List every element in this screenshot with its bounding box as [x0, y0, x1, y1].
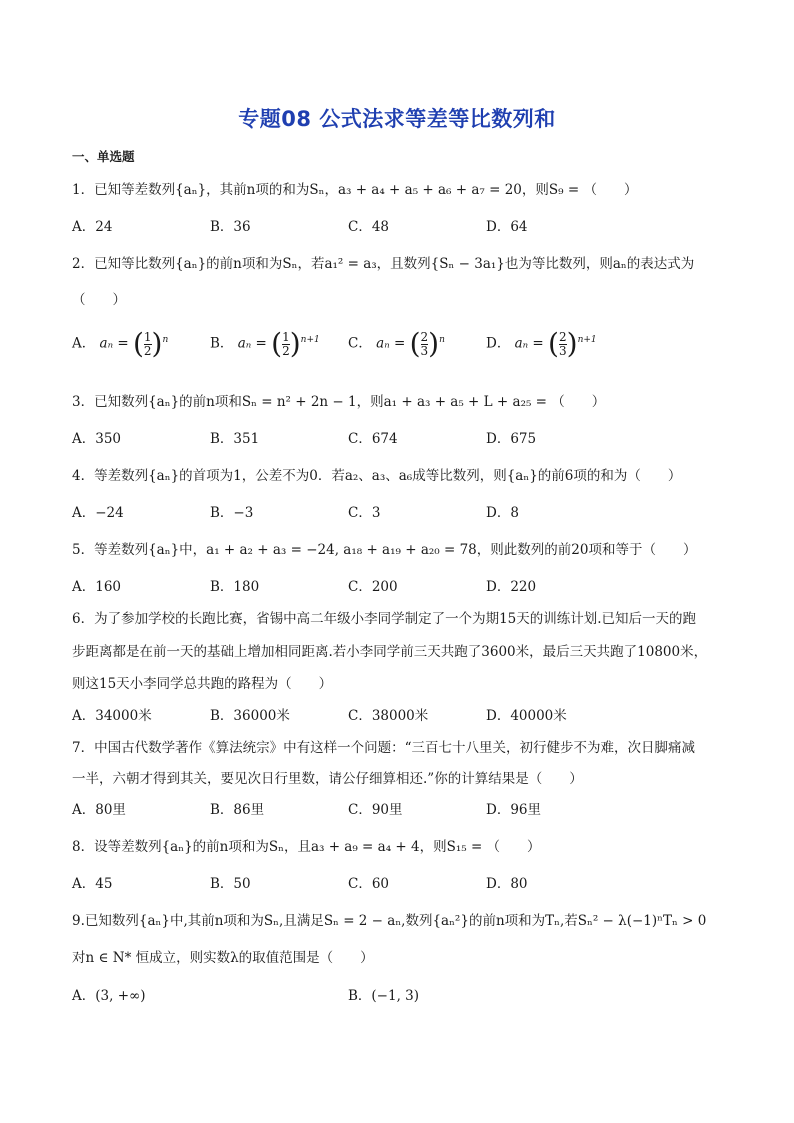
- q3-option-a[interactable]: A．350: [72, 431, 122, 447]
- q5-option-c[interactable]: C．200: [348, 579, 398, 595]
- question-1-stem: 1．已知等差数列{aₙ}，其前n项的和为Sₙ，a₃ + a₄ + a₅ + a₆ + a₇ = 20，则S₉ = （ ）: [72, 182, 638, 198]
- right-paren: ): [566, 327, 578, 360]
- denominator: 2: [282, 343, 290, 358]
- q4-option-c[interactable]: C．3: [348, 505, 381, 521]
- question-3-stem: 3．已知数列{aₙ}的前n项和Sₙ = n² + 2n − 1，则a₁ + a₃ + a₅ + L + a₂₅ = （ ）: [72, 394, 606, 410]
- q5-option-a[interactable]: A．160: [72, 579, 122, 595]
- q4-option-a[interactable]: A．−24: [72, 505, 124, 521]
- q9-option-a[interactable]: A．(3, +∞): [72, 988, 146, 1004]
- numerator: 1: [282, 329, 290, 344]
- q3-option-b[interactable]: B．351: [210, 431, 260, 447]
- question-6-stem-cont: 步距离都是在前一天的基础上增加相同距离.若小李同学前三天共跑了3600米，最后三天共跑了10800米，: [72, 644, 708, 660]
- fraction: [282, 331, 290, 358]
- question-8-stem: 8．设等差数列{aₙ}的前n项和为Sₙ，且a₃ + a₉ = a₄ + 4，则S₁₅ = （ ）: [72, 839, 541, 855]
- option-label: C．: [348, 335, 372, 352]
- left-paren: (: [409, 327, 421, 360]
- left-paren: (: [548, 327, 559, 360]
- q8-option-c[interactable]: C．60: [348, 876, 390, 892]
- q2-option-a[interactable]: [72, 327, 169, 360]
- question-7-stem-cont: 一半，六朝才得到其关，要见次日行里数，请公仔细算相还.”你的计算结果是（ ）: [72, 771, 583, 787]
- right-paren: ): [151, 327, 163, 360]
- q1-option-c[interactable]: C．48: [348, 219, 390, 235]
- question-5-stem: 5．等差数列{aₙ}中，a₁ + a₂ + a₃ = −24, a₁₈ + a₁₉ + a₂₀ = 78，则此数列的前20项和等于（ ）: [72, 542, 697, 558]
- denominator: 3: [420, 343, 429, 358]
- right-paren: ): [289, 327, 301, 360]
- page-title: 专题08 公式法求等差等比数列和: [238, 107, 556, 131]
- option-lhs: aₙ =: [237, 335, 267, 352]
- q3-option-c[interactable]: C．674: [348, 431, 398, 447]
- q7-option-b[interactable]: B．86里: [210, 802, 265, 818]
- exponent: n: [439, 335, 445, 345]
- q2-option-b[interactable]: [210, 327, 320, 360]
- exponent: n+1: [300, 335, 320, 345]
- option-lhs: aₙ =: [514, 335, 544, 352]
- exponent: n+1: [577, 335, 597, 345]
- q1-option-b[interactable]: B．36: [210, 219, 251, 235]
- q6-option-c[interactable]: C．38000米: [348, 708, 429, 724]
- section-heading: 一、单选题: [72, 149, 135, 164]
- q8-option-d[interactable]: D．80: [486, 876, 528, 892]
- q2-option-c[interactable]: [348, 327, 445, 360]
- fraction: [421, 331, 429, 358]
- question-2-stem: 2．已知等比数列{aₙ}的前n项和为Sₙ，若a₁² = a₃，且数列{Sₙ − 3a₁}也为等比数列，则aₙ的表达式为: [72, 256, 695, 272]
- fraction: [559, 331, 567, 358]
- q1-option-d[interactable]: D．64: [486, 219, 528, 235]
- q2-option-d[interactable]: [486, 327, 597, 360]
- q7-option-c[interactable]: C．90里: [348, 802, 403, 818]
- option-lhs: aₙ =: [376, 335, 406, 352]
- q4-option-b[interactable]: B．−3: [210, 505, 254, 521]
- numerator: 2: [558, 329, 567, 344]
- question-9-stem-cont: 对n ∈ N* 恒成立，则实数λ的取值范围是（ ）: [72, 950, 374, 966]
- q5-option-b[interactable]: B．180: [210, 579, 260, 595]
- denominator: 3: [558, 343, 567, 358]
- option-label: D．: [486, 335, 511, 352]
- q6-option-a[interactable]: A．34000米: [72, 708, 152, 724]
- fraction: [144, 331, 152, 358]
- right-paren: ): [428, 327, 440, 360]
- option-lhs: aₙ =: [99, 335, 129, 352]
- q6-option-d[interactable]: D．40000米: [486, 708, 567, 724]
- q9-option-b[interactable]: B．(−1, 3): [348, 988, 420, 1004]
- q1-option-a[interactable]: A．24: [72, 219, 113, 235]
- question-6-stem-cont-2: 则这15天小李同学总共跑的路程为（ ）: [72, 676, 333, 692]
- q4-option-d[interactable]: D．8: [486, 505, 519, 521]
- question-6-stem: 6．为了参加学校的长跑比赛，省锡中高二年级小李同学制定了一个为期15天的训练计划.已知后一天的跑: [72, 611, 697, 627]
- option-label: A．: [72, 335, 96, 352]
- q6-option-b[interactable]: B．36000米: [210, 708, 290, 724]
- question-7-stem: 7．中国古代数学著作《算法统宗》中有这样一个问题：“三百七十八里关，初行健步不为难，次日脚痛减: [72, 740, 695, 756]
- q8-option-a[interactable]: A．45: [72, 876, 113, 892]
- left-paren: (: [271, 327, 283, 360]
- option-label: B．: [210, 335, 234, 352]
- numerator: 1: [143, 329, 152, 344]
- question-2-stem-cont: （ ）: [72, 292, 126, 308]
- numerator: 2: [420, 329, 429, 344]
- question-9-stem: 9.已知数列{aₙ}中,其前n项和为Sₙ,且满足Sₙ = 2 − aₙ,数列{aₙ²}的前n项和为Tₙ,若Sₙ² − λ(−1)ⁿTₙ > 0: [72, 913, 707, 929]
- left-paren: (: [132, 327, 144, 360]
- denominator: 2: [143, 343, 152, 358]
- question-4-stem: 4．等差数列{aₙ}的首项为1，公差不为0．若a₂、a₃、a₆成等比数列，则{aₙ}的前6项的和为（ ）: [72, 468, 682, 484]
- q8-option-b[interactable]: B．50: [210, 876, 251, 892]
- q7-option-a[interactable]: A．80里: [72, 802, 126, 818]
- exponent: n: [162, 335, 169, 345]
- q5-option-d[interactable]: D．220: [486, 579, 537, 595]
- q3-option-d[interactable]: D．675: [486, 431, 537, 447]
- q7-option-d[interactable]: D．96里: [486, 802, 542, 818]
